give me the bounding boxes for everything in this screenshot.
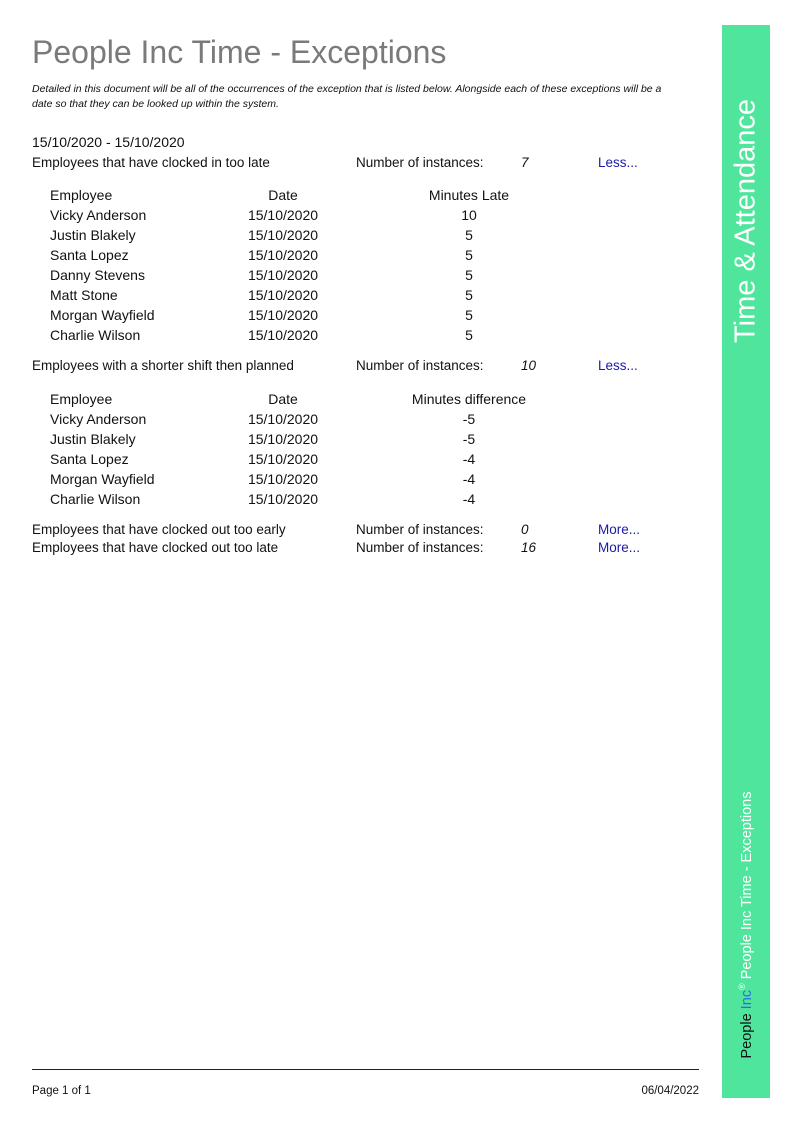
column-header-date: Date <box>268 187 298 203</box>
page-number: Page 1 of 1 <box>32 1085 91 1097</box>
shorter-shift-table <box>0 391 720 511</box>
table-row <box>0 287 720 307</box>
table-row <box>0 267 720 287</box>
table-row <box>0 327 720 347</box>
date-range: 15/10/2020 - 15/10/2020 <box>32 134 185 150</box>
date-cell: 15/10/2020 <box>247 307 319 323</box>
date-cell: 15/10/2020 <box>247 247 319 263</box>
exception-label: Employees that have clocked out too early <box>32 522 286 537</box>
sidebar-band <box>722 25 770 1098</box>
description-text: Detailed in this document will be all of the occurrences of the exception that is listed below. Alongside each of these exceptions will be a date so that they can be looked up within the system. <box>32 83 662 110</box>
exception-row-late-clock-out <box>0 540 720 558</box>
employee-name: Matt Stone <box>50 287 118 303</box>
minutes-cell: -5 <box>462 431 476 447</box>
employee-name: Justin Blakely <box>50 227 136 243</box>
employee-name: Santa Lopez <box>50 451 129 467</box>
minutes-cell: 5 <box>465 307 473 323</box>
date-cell: 15/10/2020 <box>247 327 319 343</box>
minutes-cell: 10 <box>461 207 477 223</box>
brand-people: People <box>738 1009 755 1059</box>
employee-name: Charlie Wilson <box>50 327 141 343</box>
exception-row-shorter-shift <box>0 358 720 376</box>
instances-count: 16 <box>521 540 537 555</box>
employee-name: Danny Stevens <box>50 267 145 283</box>
minutes-cell: 5 <box>465 227 473 243</box>
more-link[interactable]: More... <box>598 540 641 555</box>
instances-label: Number of instances: <box>356 540 484 555</box>
less-link[interactable]: Less... <box>598 358 638 373</box>
column-header-employee: Employee <box>50 391 113 407</box>
table-row <box>0 247 720 267</box>
exception-label: Employees that have clocked in too late <box>32 155 270 170</box>
minutes-cell: 5 <box>465 287 473 303</box>
exception-row-early-clock-out <box>0 522 720 540</box>
page-title: People Inc Time - Exceptions <box>32 34 447 70</box>
sidebar-doc-title: People Inc Time - Exceptions <box>738 791 755 984</box>
minutes-cell: 5 <box>465 267 473 283</box>
table-row <box>0 207 720 227</box>
date-cell: 15/10/2020 <box>247 431 319 447</box>
sidebar-brand <box>737 792 755 1059</box>
date-cell: 15/10/2020 <box>247 451 319 467</box>
more-link[interactable]: More... <box>598 522 641 537</box>
employee-name: Justin Blakely <box>50 431 136 447</box>
date-cell: 15/10/2020 <box>247 207 319 223</box>
table-header <box>0 391 720 411</box>
column-header-employee: Employee <box>50 187 113 203</box>
minutes-cell: -4 <box>462 471 476 487</box>
footer-divider <box>32 1069 699 1070</box>
late-clock-in-table <box>0 187 720 347</box>
column-header-minutes-difference: Minutes difference <box>411 391 527 407</box>
table-row <box>0 491 720 511</box>
footer-date: 06/04/2022 <box>641 1085 699 1097</box>
table-row <box>0 431 720 451</box>
date-cell: 15/10/2020 <box>247 267 319 283</box>
exception-label: Employees that have clocked out too late <box>32 540 279 555</box>
exception-row-late-clock-in <box>0 155 720 173</box>
date-cell: 15/10/2020 <box>247 227 319 243</box>
minutes-cell: -4 <box>462 451 476 467</box>
employee-name: Vicky Anderson <box>50 411 147 427</box>
instances-count: 10 <box>521 358 537 373</box>
column-header-minutes-late: Minutes Late <box>428 187 510 203</box>
instances-label: Number of instances: <box>356 358 484 373</box>
table-row <box>0 227 720 247</box>
date-cell: 15/10/2020 <box>247 287 319 303</box>
employee-name: Vicky Anderson <box>50 207 147 223</box>
minutes-cell: 5 <box>465 327 473 343</box>
sidebar-heading: Time & Attendance <box>729 99 762 343</box>
brand-inc: Inc <box>738 989 755 1010</box>
table-row <box>0 411 720 431</box>
table-header <box>0 187 720 207</box>
minutes-cell: -4 <box>462 491 476 507</box>
table-row <box>0 471 720 491</box>
table-row <box>0 451 720 471</box>
date-cell: 15/10/2020 <box>247 491 319 507</box>
instances-label: Number of instances: <box>356 522 484 537</box>
date-cell: 15/10/2020 <box>247 471 319 487</box>
employee-name: Santa Lopez <box>50 247 129 263</box>
employee-name: Morgan Wayfield <box>50 307 155 323</box>
instances-count: 7 <box>521 155 529 170</box>
employee-name: Charlie Wilson <box>50 491 141 507</box>
minutes-cell: 5 <box>465 247 473 263</box>
instances-label: Number of instances: <box>356 155 484 170</box>
column-header-date: Date <box>268 391 298 407</box>
date-cell: 15/10/2020 <box>247 411 319 427</box>
employee-name: Morgan Wayfield <box>50 471 155 487</box>
exception-label: Employees with a shorter shift then planned <box>32 358 294 373</box>
less-link[interactable]: Less... <box>598 155 638 170</box>
table-row <box>0 307 720 327</box>
minutes-cell: -5 <box>462 411 476 427</box>
instances-count: 0 <box>521 522 529 537</box>
registered-mark: ® <box>737 983 748 990</box>
